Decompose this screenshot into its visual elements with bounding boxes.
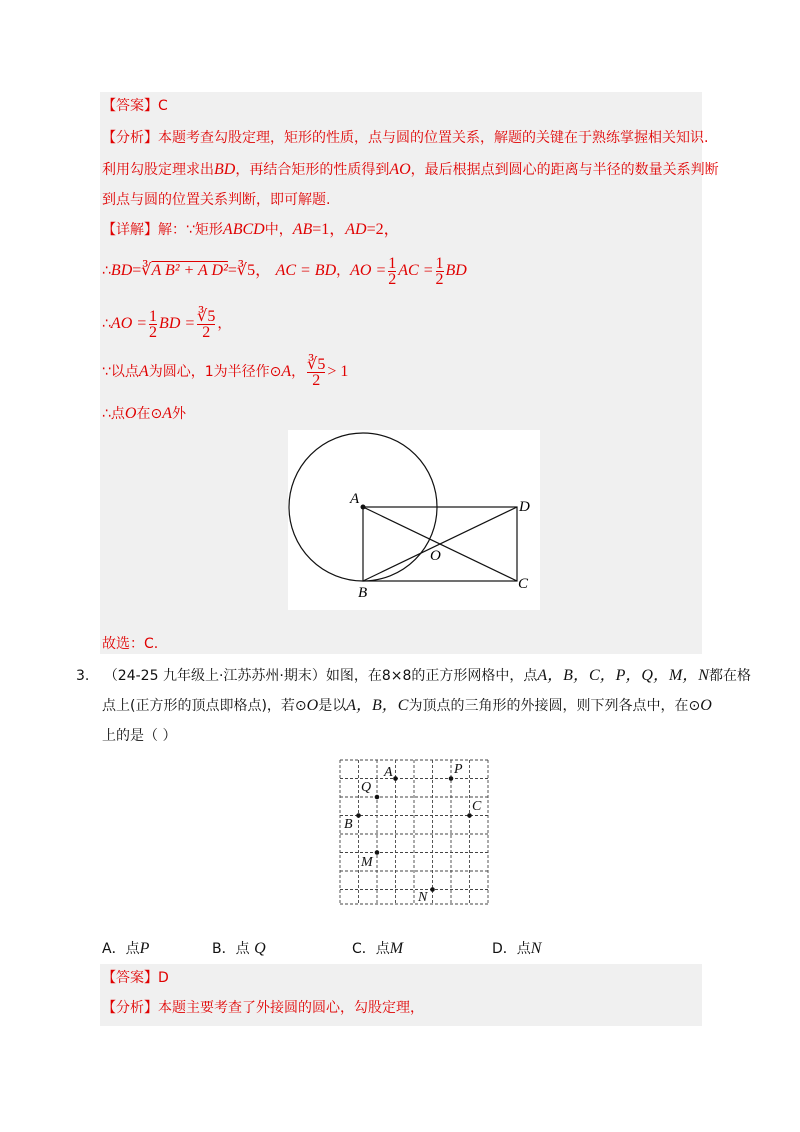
option-c[interactable]: C．点M [352, 940, 404, 957]
step3-a2: A [281, 363, 292, 380]
fraction-half-2: $\frac{1}{2}$ [435, 254, 444, 288]
question-text-2: 都在格 [708, 668, 751, 684]
analysis-line-1 [102, 128, 708, 148]
step1-comma: ， [336, 263, 351, 279]
question-text-5: 为顶点的三角形的外接圆，则下列各点中，在⊙ [408, 698, 701, 714]
analysis3-tag: 【分析】 [102, 1000, 158, 1016]
step1-eq2: =∛5， [227, 262, 272, 279]
step3-comma: ， [291, 364, 306, 380]
step3-gt: > 1 [327, 363, 349, 380]
step4-o: O [124, 405, 137, 422]
analysis-tag: 【分析】 [102, 130, 158, 146]
option-b[interactable]: B．点 Q [212, 940, 266, 957]
question-number: 3. [76, 668, 90, 684]
step1-eq: =∛ [132, 262, 152, 279]
analysis-line-2 [102, 160, 719, 180]
analysis-text-2c: ，再结合矩形的性质得到 [235, 162, 390, 178]
grid-point-q [375, 795, 380, 800]
point-a [361, 505, 366, 510]
question-text-3: 点上(正方形的顶点即格点)，若⊙ [102, 698, 307, 714]
grid-label-q: Q [361, 780, 372, 795]
step4-text: ∴点 [102, 406, 125, 422]
detail-step-3 [102, 352, 348, 392]
step4-end: 外 [172, 406, 186, 422]
detail-mid: 中， [264, 222, 293, 238]
grid-label-b: B [344, 817, 353, 832]
detail-ad: AD [345, 221, 367, 238]
grid-point-p [449, 776, 454, 781]
answer-line-3 [102, 968, 169, 988]
detail-step-1 [102, 254, 467, 288]
step3-one: 1 [204, 364, 214, 380]
analysis-text-2a: 利用勾股定理求出 [102, 162, 214, 178]
grid-point-a [393, 776, 398, 781]
grid-point-b [356, 813, 361, 818]
question-text-1: 的正方形网格中，点 [411, 668, 538, 684]
analysis-text-3: 到点与圆的位置关系判断，即可解题. [102, 192, 331, 208]
question-source: （24-25 九年级上·江苏苏州·期末）如图，在 [103, 668, 382, 684]
analysis-line-q3 [102, 998, 424, 1018]
grid-point-m [375, 850, 380, 855]
therefore-symbol-2: ∴ [102, 316, 111, 332]
answer3-value: D [158, 970, 169, 986]
step1-radicand: A B² + A D² [151, 262, 228, 279]
figure-circle-rectangle [288, 430, 540, 610]
grid-point-n [430, 887, 435, 892]
step3-mid2: 为半径作⊙ [213, 364, 282, 380]
step2-ao: AO = [110, 315, 148, 332]
question-grid: 8×8 [381, 668, 412, 684]
step4-a: A [162, 405, 172, 422]
analysis3-text: 本题主要考查了外接圆的圆心，勾股定理， [158, 1000, 424, 1016]
grid-label-m: M [361, 855, 373, 870]
step1-ac: AC = [398, 262, 434, 279]
question-o: O [306, 697, 319, 714]
question-abc: A，B，C [346, 697, 409, 714]
step3-mid: 为圆心， [148, 364, 205, 380]
step2-end: ， [217, 316, 232, 332]
grid-label-n: N [418, 890, 428, 905]
option-a[interactable]: A．点P [102, 940, 150, 957]
step3-a: A [138, 363, 149, 380]
detail-step-2 [102, 304, 231, 344]
detail-eq2: =2， [366, 221, 400, 238]
label-o: O [430, 548, 441, 564]
question-text-6: 上的是（ ） [102, 728, 177, 744]
figure-grid [336, 756, 492, 908]
analysis-text-2e: ，最后根据点到圆心的距离与半径的数量关系判断 [410, 162, 719, 178]
option-d[interactable]: D．点N [492, 940, 542, 957]
select-text: 故选：C. [102, 636, 159, 652]
label-a: A [350, 491, 360, 507]
fraction-half-3: $\frac{1}{2}$ [149, 307, 158, 341]
detail-step-4 [102, 404, 186, 424]
question-3-line-1 [76, 666, 751, 686]
detail-rect: ABCD [222, 221, 265, 238]
step4-mid: 在⊙ [136, 406, 163, 422]
question-text-4: 是以 [318, 698, 347, 714]
fraction-half: $\frac{1}{2}$ [388, 254, 397, 288]
fraction-root5-half: $\frac{∛5}{2}$ [197, 307, 216, 341]
detail-eq1: =1， [312, 221, 346, 238]
select-line [102, 634, 158, 654]
analysis-ao: AO [389, 161, 411, 178]
detail-ab: AB [292, 221, 313, 238]
analysis-bd: BD [214, 161, 236, 178]
step1-bd2: BD [445, 262, 467, 279]
label-b: B [358, 585, 368, 601]
answer3-tag: 【答案】 [102, 970, 158, 986]
detail-line-1 [102, 220, 400, 240]
analysis-line-3 [102, 190, 330, 210]
step1-ao: AO = [350, 262, 387, 279]
question-o2: O [700, 697, 712, 714]
grid-label-c: C [472, 799, 482, 814]
label-d: D [519, 499, 530, 515]
answer-tag: 【答案】 [102, 98, 158, 114]
step1-ac-bd: AC = BD [275, 262, 337, 279]
answer-value: C [158, 98, 168, 114]
detail-intro: 解：∵矩形 [158, 222, 223, 238]
grid-label-a: A [384, 765, 393, 780]
question-3-line-3 [102, 726, 176, 746]
label-c: C [518, 576, 529, 592]
analysis-text-1: 本题考查勾股定理，矩形的性质，点与圆的位置关系，解题的关键在于熟练掌握相关知识. [158, 130, 709, 146]
question-points: A，B，C，P，Q，M，N [537, 667, 709, 684]
figure1-background [288, 430, 540, 610]
answer-line [102, 96, 168, 116]
step2-bd: BD = [159, 315, 196, 332]
therefore-symbol: ∴ [102, 263, 111, 279]
step3-text: ∵以点 [102, 364, 139, 380]
detail-tag: 【详解】 [102, 222, 158, 238]
grid-label-p: P [454, 762, 463, 777]
fraction-root5-half-2: $\frac{∛5}{2}$ [307, 355, 326, 389]
step1-bd: BD [110, 262, 133, 279]
question-3-line-2 [102, 696, 712, 716]
